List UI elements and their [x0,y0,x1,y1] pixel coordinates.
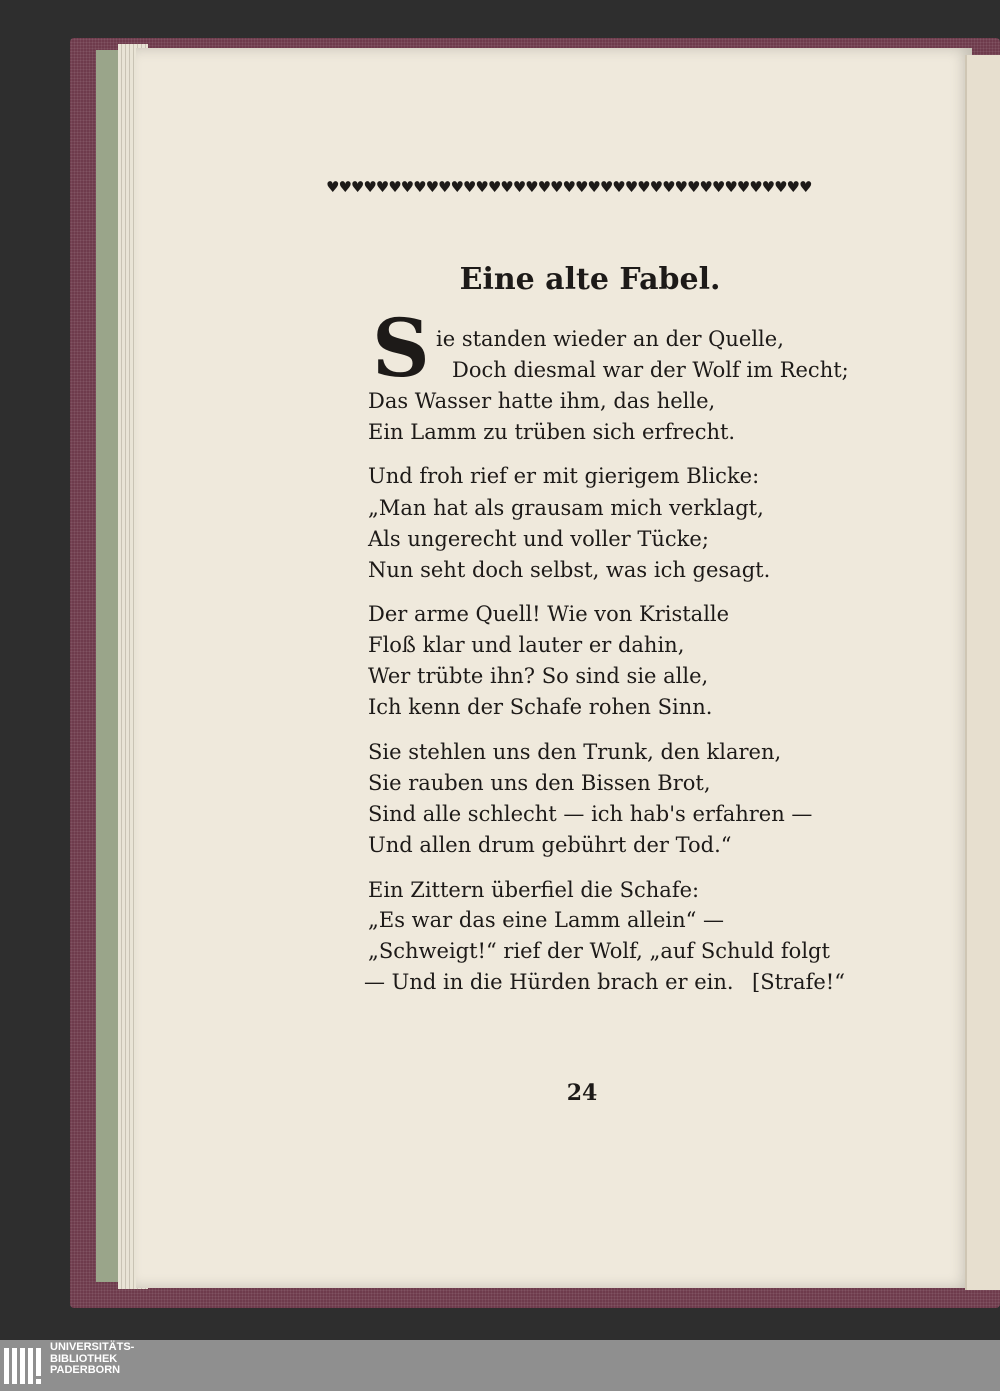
poem-line: Ein Zittern überfiel die Schafe: [368,878,700,902]
page-number: 24 [566,1080,598,1106]
heart-ornament-border: ♥♥♥♥♥♥♥♥♥♥♥♥♥♥♥♥♥♥♥♥♥♥♥♥♥♥♥♥♥♥♥♥♥♥♥♥♥♥♥ [326,178,812,196]
library-logo-icon [2,1344,46,1388]
library-logo-text [50,1342,134,1377]
logo-line: UNIVERSITÄTS- [50,1341,135,1353]
poem-line: Ich kenn der Schafe rohen Sinn. [368,695,713,719]
poem-line: Sie rauben uns den Bissen Brot, [368,771,711,795]
poem-line: Wer trübte ihn? So sind sie alle, [368,664,709,688]
poem-line: Als ungerecht und voller Tücke; [368,527,709,551]
logo-line: PADERBORN [50,1364,121,1376]
poem-line: Das Wasser hatte ihm, das helle, [368,389,716,413]
poem-line: Doch diesmal war der Wolf im Recht; [452,358,849,382]
poem-line: Und froh rief er mit gierigem Blicke: [368,464,760,488]
poem-line: — Und in die Hürden brach er ein. [364,970,734,994]
poem-line: Sind alle schlecht — ich hab's erfahren — [368,802,813,826]
poem-line: „Man hat als grausam mich verklagt, [368,496,764,520]
poem-line: Der arme Quell! Wie von Kristalle [368,602,730,626]
poem-line: Und allen drum gebührt der Tod.“ [368,833,732,857]
poem-line: „Schweigt!“ rief der Wolf, „auf Schuld folgt [368,939,830,963]
library-footer [0,1340,1000,1391]
poem-line: ie standen wieder an der Quelle, [436,327,784,351]
poem-line: „Es war das eine Lamm allein“ — [368,908,725,932]
poem-title: Eine alte Fabel. [459,262,721,297]
poem-line-continuation: [Strafe!“ [752,970,845,994]
drop-cap: S [372,301,430,395]
logo-line: BIBLIOTHEK [50,1352,118,1365]
poem-line: Ein Lamm zu trüben sich erfrecht. [368,420,736,444]
poem-line: Sie stehlen uns den Trunk, den klaren, [368,740,782,764]
facing-page-edge [965,55,1000,1290]
poem-line: Floß klar und lauter er dahin, [368,633,685,657]
poem-line: Nun seht doch selbst, was ich gesagt. [368,558,771,582]
